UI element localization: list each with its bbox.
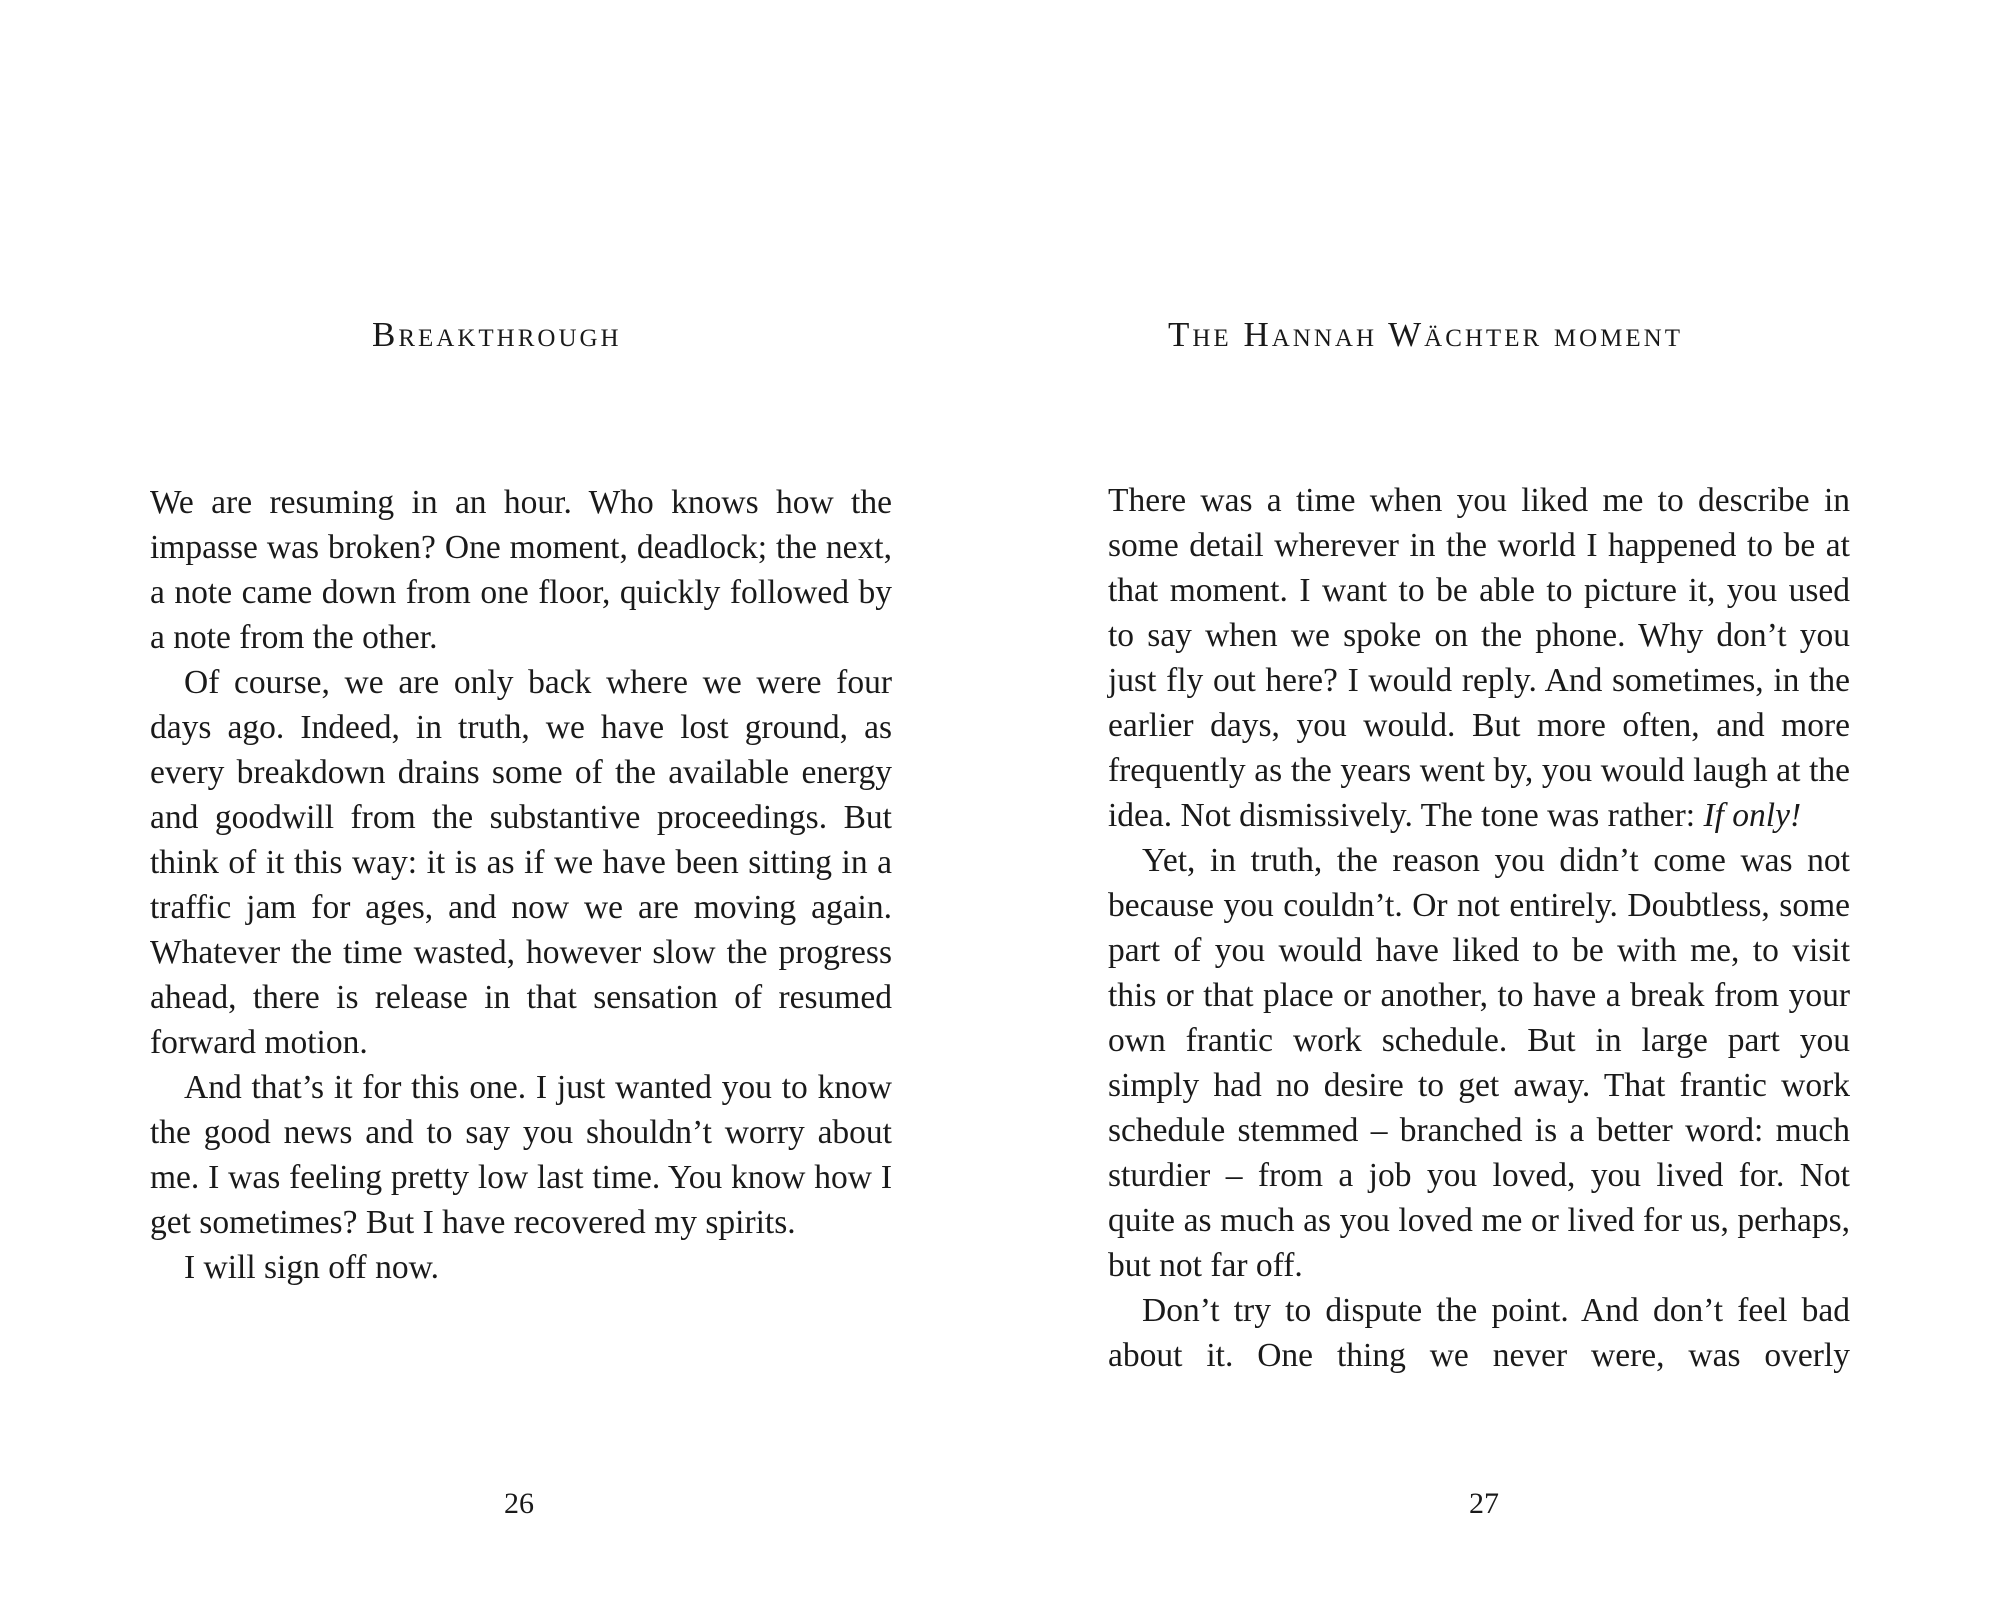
- paragraph: We are resuming in an hour. Who knows how the impasse was broken? One moment, deadlock; the next, a note came down from one floor, quickly followed by a note from the other.: [150, 484, 892, 656]
- paragraph: I will sign off now.: [184, 1249, 439, 1286]
- running-head-right: The Hannah Wächter moment: [1168, 315, 1684, 354]
- paragraph: Of course, we are only back where we were four days ago. Indeed, in truth, we have lost ground, as every breakdown drains some of the available energy and goodwill from the substantive proceedings. But think of it this way: it is as if we have been sitting in a traffic jam for ages, and now we are moving again. Whatever the time wasted, however slow the progress ahead, there is release in that sensation of resumed forward motion.: [150, 664, 892, 1061]
- running-head-left: Breakthrough: [372, 315, 622, 354]
- paragraph-text: There was a time when you liked me to describe in some detail wherever in the world I happened to be at that moment. I want to be able to picture it, you used to say when we spoke on the phone. Why don’t you just fly out here? I would reply. And sometimes, in the earlier days, you would. But more often, and more frequently as the years went by, you would laugh at the idea. Not dismissively. The tone was rather:: [1108, 482, 1850, 834]
- paragraph: [1108, 478, 1850, 838]
- right-page: [1000, 0, 2000, 1599]
- italic-emphasis: If only!: [1703, 797, 1802, 834]
- paragraph: Don’t try to dispute the point. And don’t feel bad about it. One thing we never were, was overly: [1108, 1292, 1850, 1374]
- page-number-right: 27: [1469, 1487, 1499, 1520]
- right-page-body: [1108, 478, 1850, 1378]
- page-number-left: 26: [504, 1487, 534, 1520]
- left-page-body: [150, 480, 892, 1290]
- paragraph: And that’s it for this one. I just wanted you to know the good news and to say you shouldn’t worry about me. I was feeling pretty low last time. You know how I get sometimes? But I have recovered my spirits.: [150, 1069, 892, 1241]
- paragraph: Yet, in truth, the reason you didn’t come was not because you couldn’t. Or not entirely. Doubtless, some part of you would have liked to be with me, to visit this or that place or another, to have a break from your own frantic work schedule. But in large part you simply had no desire to get away. That frantic work schedule stemmed – branched is a better word: much sturdier – from a job you loved, you lived for. Not quite as much as you loved me or lived for us, perhaps, but not far off.: [1108, 842, 1850, 1284]
